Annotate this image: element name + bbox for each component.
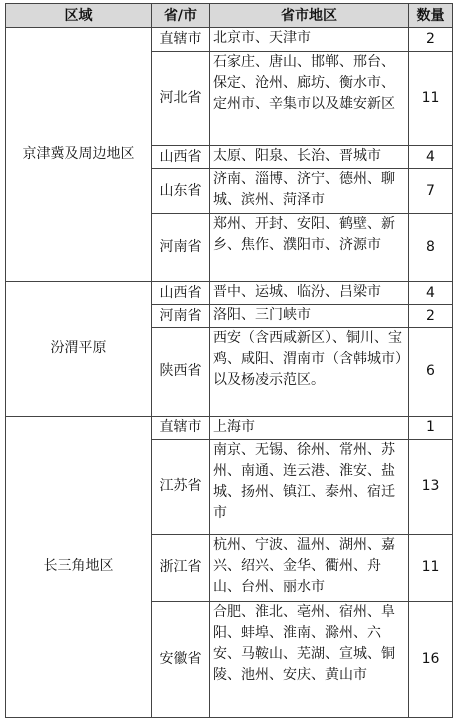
cities-cell: 洛阳、三门峡市 (210, 305, 409, 328)
count-cell: 4 (409, 146, 453, 169)
cities-cell: 石家庄、唐山、邯郸、邢台、保定、沧州、廊坊、衡水市、定州市、辛集市以及雄安新区 (210, 52, 409, 146)
province-cell: 河南省 (152, 305, 210, 328)
count-cell: 8 (409, 214, 453, 282)
header-region: 区域 (6, 4, 152, 28)
header-cities: 省市地区 (210, 4, 409, 28)
count-cell: 6 (409, 328, 453, 416)
province-cell: 山西省 (152, 146, 210, 169)
count-cell: 2 (409, 28, 453, 52)
region-name: 京津冀及周边地区 (6, 28, 152, 282)
province-cell: 陕西省 (152, 328, 210, 416)
count-cell: 16 (409, 601, 453, 717)
cities-cell: 南京、无锡、徐州、常州、苏州、南通、连云港、淮安、盐城、扬州、镇江、泰州、宿迁市 (210, 439, 409, 534)
cities-cell: 北京市、天津市 (210, 28, 409, 52)
count-cell: 4 (409, 282, 453, 305)
count-cell: 2 (409, 305, 453, 328)
province-cell: 山西省 (152, 282, 210, 305)
table-row (6, 416, 453, 439)
province-cell: 山东省 (152, 169, 210, 214)
count-cell: 11 (409, 52, 453, 146)
region-city-table (5, 3, 453, 718)
cities-cell: 合肥、淮北、亳州、宿州、阜阳、蚌埠、淮南、滁州、六安、马鞍山、芜湖、宣城、铜陵、池州、安庆、黄山市 (210, 601, 409, 717)
cities-cell: 杭州、宁波、温州、湖州、嘉兴、绍兴、金华、衢州、舟山、台州、丽水市 (210, 534, 409, 601)
province-cell: 直辖市 (152, 28, 210, 52)
count-cell: 1 (409, 416, 453, 439)
cities-cell: 太原、阳泉、长治、晋城市 (210, 146, 409, 169)
header-province: 省/市 (152, 4, 210, 28)
table-row (6, 28, 453, 52)
cities-cell: 上海市 (210, 416, 409, 439)
header-row (6, 4, 453, 28)
province-cell: 直辖市 (152, 416, 210, 439)
region-name: 汾渭平原 (6, 282, 152, 416)
count-cell: 13 (409, 439, 453, 534)
cities-cell: 晋中、运城、临汾、吕梁市 (210, 282, 409, 305)
province-cell: 安徽省 (152, 601, 210, 717)
count-cell: 11 (409, 534, 453, 601)
province-cell: 河北省 (152, 52, 210, 146)
header-count: 数量 (409, 4, 453, 28)
table-row (6, 282, 453, 305)
cities-cell: 济南、淄博、济宁、德州、聊城、滨州、菏泽市 (210, 169, 409, 214)
cities-cell: 郑州、开封、安阳、鹤壁、新乡、焦作、濮阳市、济源市 (210, 214, 409, 282)
province-cell: 江苏省 (152, 439, 210, 534)
province-cell: 浙江省 (152, 534, 210, 601)
cities-cell: 西安（含西咸新区）、铜川、宝鸡、咸阳、渭南市（含韩城市）以及杨凌示范区。 (210, 328, 409, 416)
province-cell: 河南省 (152, 214, 210, 282)
count-cell: 7 (409, 169, 453, 214)
region-name: 长三角地区 (6, 416, 152, 717)
